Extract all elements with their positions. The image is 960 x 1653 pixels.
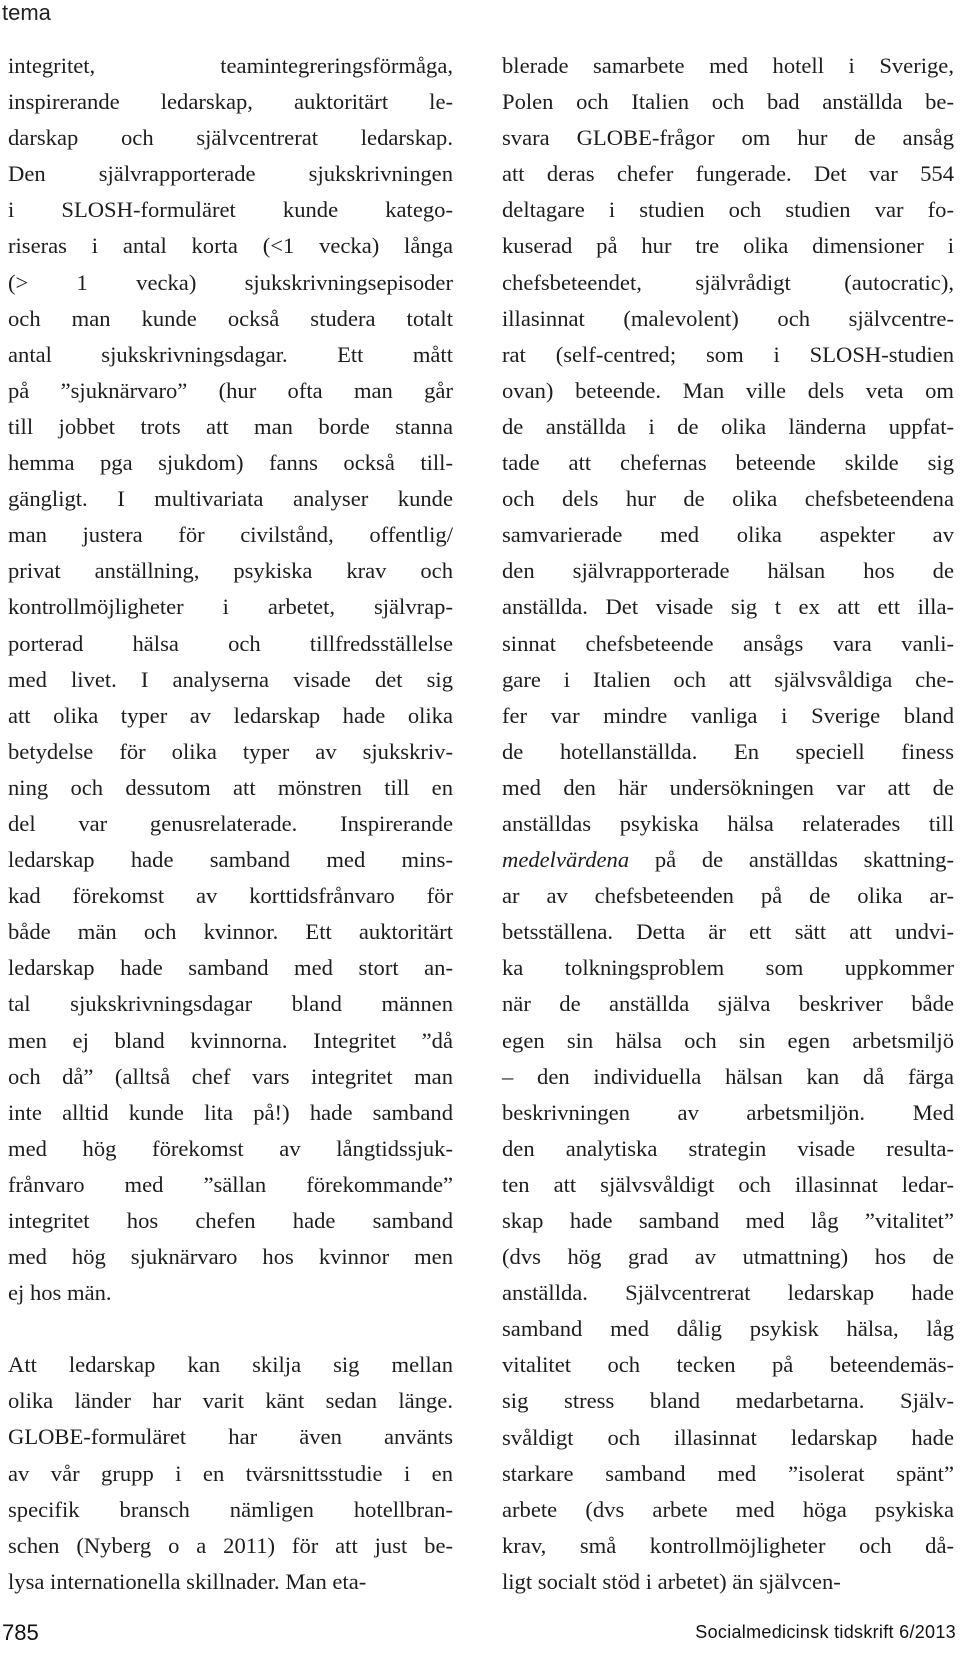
text-line: med hög förekomst av långtidssjuk-: [8, 1135, 453, 1161]
text-line: att deras chefer fungerade. Det var 554: [502, 161, 954, 187]
italic-line-rest: på de anställdas skattning-: [629, 847, 954, 873]
text-line: ligt socialt stöd i arbetet) än självcen-: [502, 1568, 841, 1594]
text-line: fer var mindre vanliga i Sverige bland: [502, 702, 954, 728]
text-line: lysa internationella skillnader. Man eta-: [8, 1568, 367, 1594]
text-line: både män och kvinnor. Ett auktoritärt: [8, 919, 453, 945]
text-line: blerade samarbete med hotell i Sverige,: [502, 53, 954, 78]
paragraph-hotel-study: [502, 48, 954, 1600]
text-line: Att ledarskap kan skilja sig mellan: [8, 1352, 453, 1378]
text-line: kuserad på hur tre olika dimensioner i: [502, 233, 954, 259]
text-line: den analytiska strategin visade resulta-: [502, 1135, 954, 1161]
text-line: svara GLOBE-frågor om hur de ansåg: [502, 125, 954, 151]
text-line: Polen och Italien och bad anställda be-: [502, 89, 954, 115]
line-group-b: [502, 878, 954, 1600]
italic-term: medelvärdena: [502, 847, 630, 873]
text-line: när de anställda själva beskriver både: [502, 991, 954, 1017]
text-line: att olika typer av ledarskap hade olika: [8, 702, 453, 728]
text-line: samvarierade med olika aspekter av: [502, 522, 954, 548]
text-line: och man kunde också studera totalt: [8, 305, 453, 331]
text-line: inte alltid kunde lita på!) hade samband: [8, 1099, 453, 1125]
text-line: integritet, teamintegreringsförmåga,: [8, 53, 453, 78]
text-line: de anställda i de olika länderna uppfat-: [502, 413, 954, 439]
text-line: ning och dessutom att mönstren till en: [8, 774, 453, 800]
text-line: anställdas psykiska hälsa relaterades till: [502, 810, 954, 836]
text-line: av vår grupp i en tvärsnittsstudie i en: [8, 1460, 453, 1486]
text-line: anställda. Det visade sig t ex att ett illa-: [502, 594, 954, 620]
text-line: starkare samband med ”isolerat spänt”: [502, 1460, 954, 1486]
text-line: skap hade samband med låg ”vitalitet”: [502, 1208, 954, 1233]
text-line: darskap och självcentrerat ledarskap.: [8, 125, 453, 151]
text-line: ten att självsvåldigt och illasinnat ledar-: [502, 1171, 954, 1197]
text-line: illasinnat (malevolent) och självcentre-: [502, 305, 954, 331]
text-line: ledarskap hade samband med mins-: [8, 847, 453, 873]
text-line: integritet hos chefen hade samband: [8, 1208, 453, 1233]
text-line: chefsbeteendet, självrådigt (autocratic),: [502, 269, 954, 295]
text-line: vitalitet och tecken på beteendemäs-: [502, 1352, 954, 1378]
text-line: och dels hur de olika chefsbeteendena: [502, 486, 954, 512]
text-line: anställda. Självcentrerat ledarskap hade: [502, 1280, 954, 1306]
text-line: arbete (dvs arbete med höga psykiska: [502, 1496, 954, 1522]
line-group-a: [502, 48, 954, 842]
text-line: tal sjukskrivningsdagar bland männen: [8, 991, 453, 1017]
text-line: specifik bransch nämligen hotellbran-: [8, 1496, 453, 1522]
text-line: del var genusrelaterade. Inspirerande: [8, 810, 453, 836]
text-line: deltagare i studien och studien var fo-: [502, 197, 954, 223]
text-line: på ”sjuknärvaro” (hur ofta man går: [8, 377, 453, 403]
text-line: de hotellanställda. En speciell finess: [502, 738, 954, 764]
text-line: och då” (alltså chef vars integritet man: [8, 1063, 453, 1089]
text-line: man justera för civilstånd, offentlig/: [8, 522, 453, 548]
paragraph-international: [8, 1347, 453, 1600]
text-line: privat anställning, psykiska krav och: [8, 558, 453, 584]
text-line: egen sin hälsa och sin egen arbetsmiljö: [502, 1027, 954, 1053]
text-line: krav, små kontrollmöjligheter och då-: [502, 1532, 954, 1558]
text-line: hemma pga sjukdom) fanns också till-: [8, 450, 453, 476]
page-number: 785: [2, 1620, 39, 1645]
text-line: ovan) beteende. Man ville dels veta om: [502, 377, 954, 403]
text-line: i SLOSH-formuläret kunde katego-: [8, 197, 453, 223]
text-line: Den självrapporterade sjukskrivningen: [8, 161, 453, 187]
text-line: inspirerande ledarskap, auktoritärt le-: [8, 89, 453, 115]
text-line: betsställena. Detta är ett sätt att undvi-: [502, 919, 954, 945]
text-line: ka tolkningsproblem som uppkommer: [502, 955, 954, 981]
text-line: antal sjukskrivningsdagar. Ett mått: [8, 341, 453, 367]
left-column: [8, 48, 453, 1600]
text-line: kontrollmöjligheter i arbetet, självrap-: [8, 594, 453, 620]
text-line: den självrapporterade hälsan hos de: [502, 558, 954, 584]
text-line: med den här undersökningen var att de: [502, 774, 954, 800]
text-line: gängligt. I multivariata analyser kunde: [8, 486, 453, 512]
text-line: rat (self-centred; som i SLOSH-studien: [502, 341, 954, 367]
text-line: – den individuella hälsan kan då färga: [502, 1063, 954, 1089]
paragraph-sick-leave: [8, 48, 453, 1311]
text-line: samband med dålig psykisk hälsa, låg: [502, 1316, 954, 1342]
text-line: men ej bland kvinnorna. Integritet ”då: [8, 1027, 453, 1053]
text-line: GLOBE-formuläret har även använts: [8, 1424, 453, 1450]
text-line: riseras i antal korta (<1 vecka) långa: [8, 233, 453, 259]
italic-line: [502, 842, 954, 878]
text-line: beskrivningen av arbetsmiljön. Med: [502, 1099, 954, 1125]
right-column: [502, 48, 954, 1600]
section-label: tema: [2, 0, 51, 25]
text-line: svåldigt och illasinnat ledarskap hade: [502, 1424, 954, 1450]
text-line: med livet. I analyserna visade det sig: [8, 666, 453, 692]
text-line: schen (Nyberg o a 2011) för att just be-: [8, 1532, 453, 1558]
journal-name: Socialmedicinsk tidskrift 6/2013: [695, 1622, 956, 1642]
text-line: porterad hälsa och tillfredsställelse: [8, 630, 453, 656]
text-line: gare i Italien och att självsvåldiga che-: [502, 666, 954, 692]
text-line: olika länder har varit känt sedan länge.: [8, 1388, 453, 1414]
text-line: kad förekomst av korttidsfrånvaro för: [8, 883, 453, 909]
text-line: tade att chefernas beteende skilde sig: [502, 450, 954, 476]
text-line: med hög sjuknärvaro hos kvinnor men: [8, 1244, 453, 1270]
text-line: (dvs hög grad av utmattning) hos de: [502, 1244, 954, 1270]
text-line: ej hos män.: [8, 1280, 112, 1306]
text-line: betydelse för olika typer av sjukskriv-: [8, 738, 453, 764]
text-line: ledarskap hade samband med stort an-: [8, 955, 453, 981]
text-line: sig stress bland medarbetarna. Själv-: [502, 1388, 954, 1414]
text-line: ar av chefsbeteenden på de olika ar-: [502, 883, 954, 909]
text-line: frånvaro med ”sällan förekommande”: [8, 1171, 453, 1197]
text-line: sinnat chefsbeteende ansågs vara vanli-: [502, 630, 954, 656]
text-line: (> 1 vecka) sjukskrivningsepisoder: [8, 269, 453, 295]
text-line: till jobbet trots att man borde stanna: [8, 413, 453, 439]
